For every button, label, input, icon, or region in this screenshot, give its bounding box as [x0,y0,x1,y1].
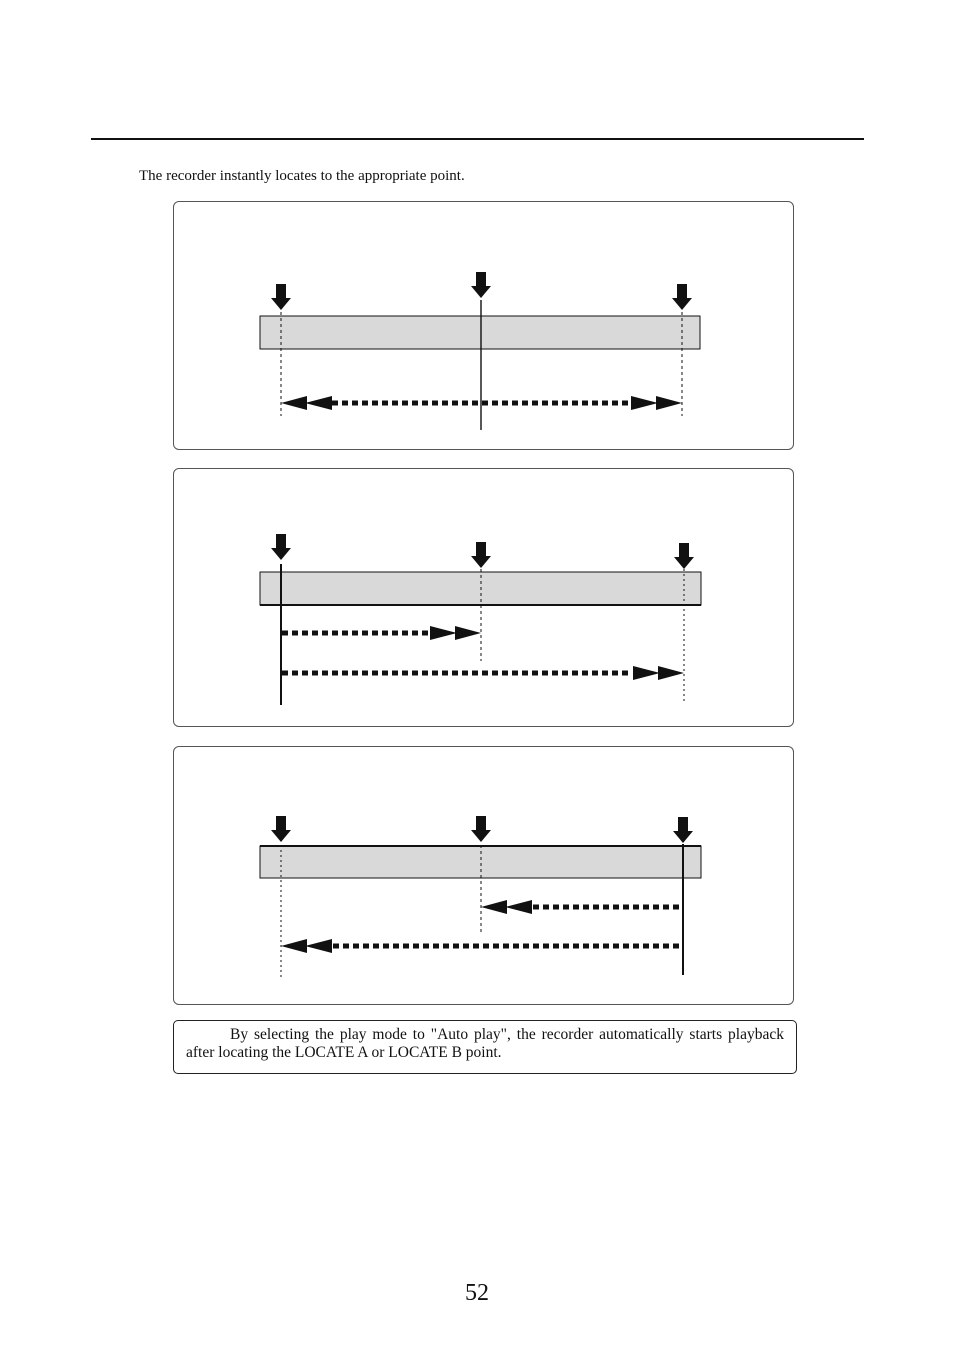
down-arrow-marker-icon [271,284,291,310]
arrowhead-left-icon [281,939,332,953]
diagram-panel-3 [173,746,794,1005]
down-arrow-marker-icon [672,284,692,310]
page-number: 52 [465,1280,489,1306]
diagram-3 [174,747,795,1006]
diagram-2 [174,469,795,728]
note-box [173,1020,797,1074]
diagram-1 [174,202,795,451]
down-arrow-marker-icon [471,542,491,568]
down-arrow-marker-icon [471,272,491,298]
track-bar [260,316,700,349]
down-arrow-marker-icon [271,816,291,842]
intro-text: The recorder instantly locates to the appropriate point. [139,168,465,184]
arrowhead-right-icon [631,396,682,410]
down-arrow-marker-icon [673,817,693,843]
top-rule [91,138,864,140]
arrowhead-left-icon [281,396,332,410]
down-arrow-marker-icon [674,543,694,569]
note-text: By selecting the play mode to "Auto play", the recorder automatically starts playback after locating the LOCATE A or LOCATE B point. [186,1026,784,1061]
diagram-panel-2 [173,468,794,727]
arrowhead-right-icon [633,666,684,680]
diagram-panel-1 [173,201,794,450]
arrowhead-right-icon [430,626,481,640]
track-bar [260,846,701,878]
down-arrow-marker-icon [471,816,491,842]
down-arrow-marker-icon [271,534,291,560]
arrowhead-left-icon [481,900,532,914]
